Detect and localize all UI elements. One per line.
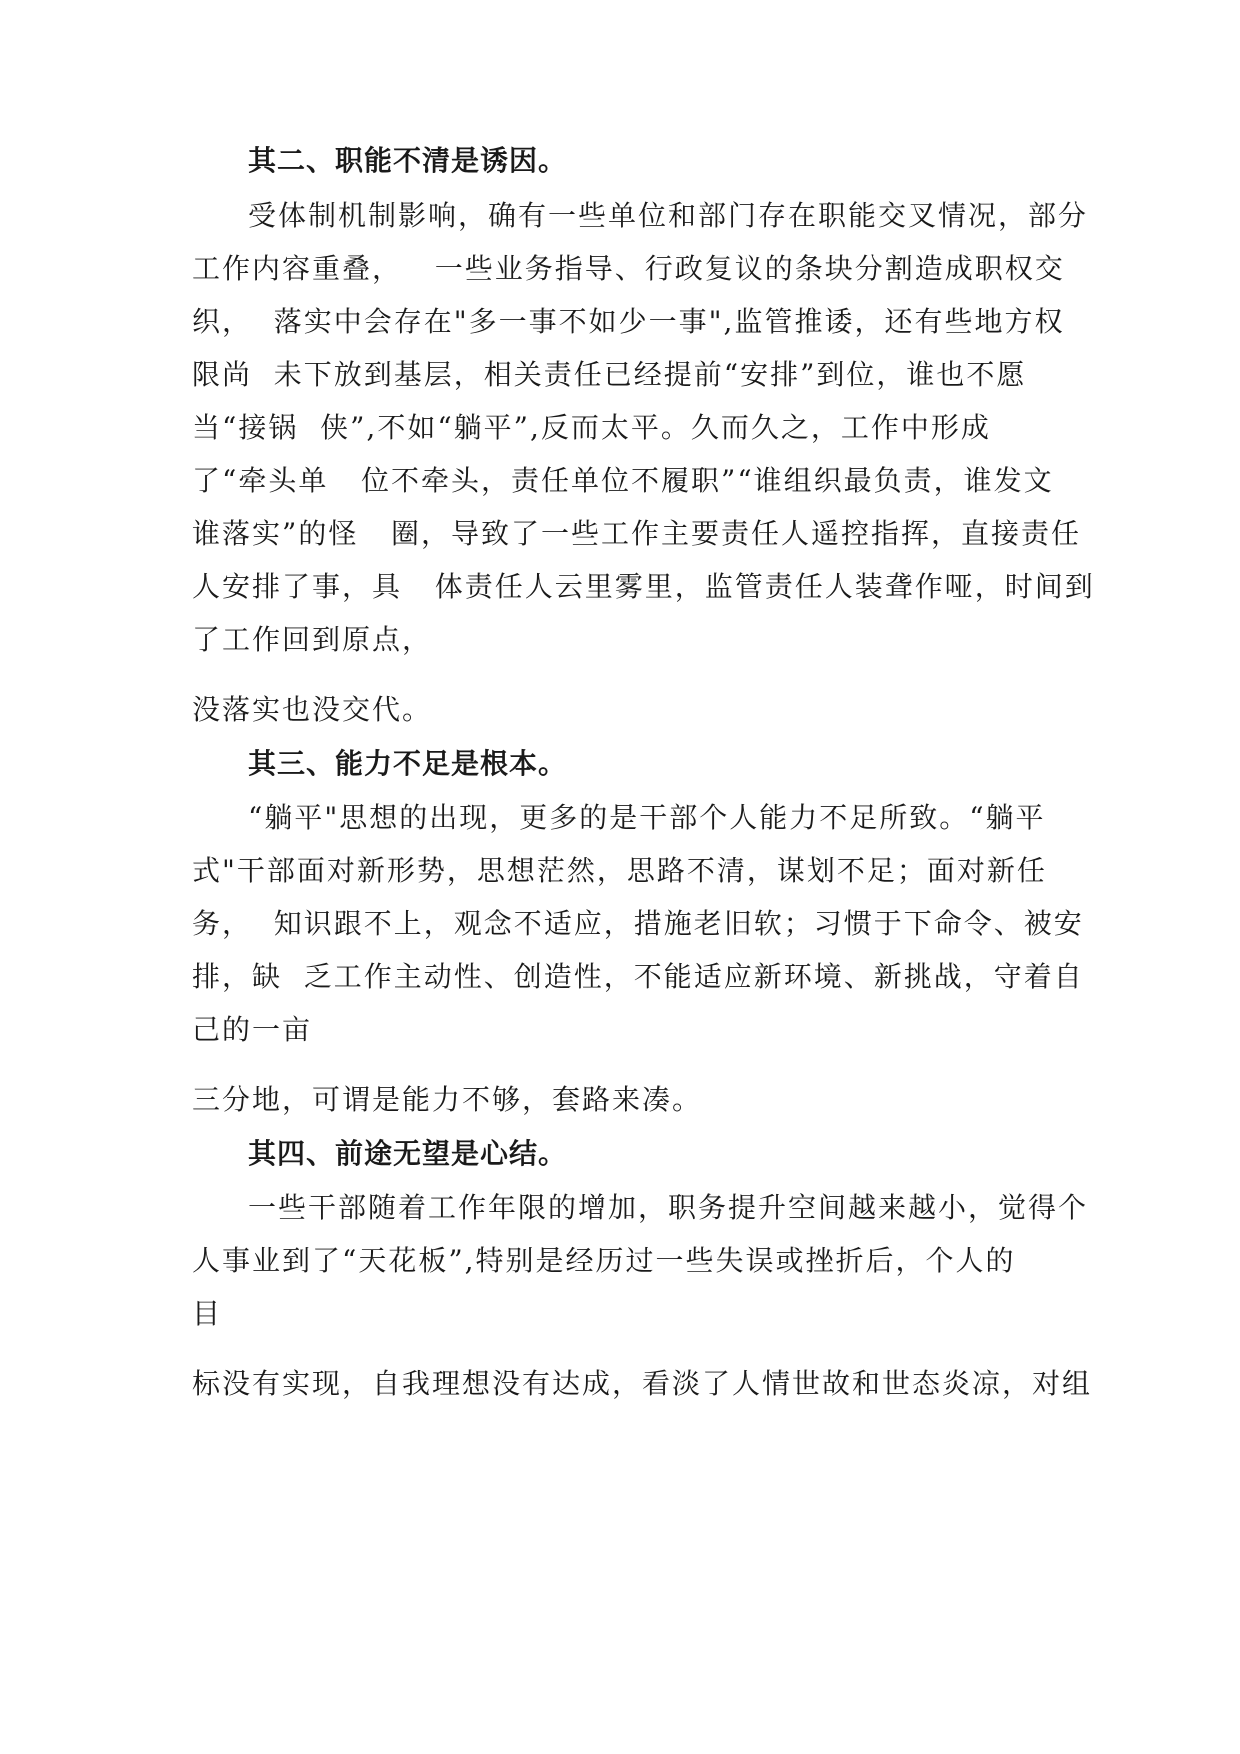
paragraph-line: 工作内容重叠， 一些业务指导、行政复议的条块分割造成职权交 — [192, 252, 1065, 285]
paragraph-line: 织， 落实中会存在"多一事不如少一事",监管推诿，还有些地方权 — [192, 305, 1065, 338]
section-heading-4: 其四、前途无望是心结。 — [248, 1137, 568, 1170]
paragraph-line: 了“牵头单 位不牵头，责任单位不履职”“谁组织最负责，谁发文 — [192, 464, 1054, 497]
paragraph-line: 己的一亩 — [192, 1013, 313, 1046]
paragraph-line: 受体制机制影响，确有一些单位和部门存在职能交叉情况，部分 — [248, 199, 1089, 232]
paragraph-line: 谁落实”的怪 圈，导致了一些工作主要责任人遥控指挥，直接责任 — [192, 517, 1082, 550]
section-heading-2: 其二、职能不清是诱因。 — [248, 144, 568, 177]
paragraph-line: 了工作回到原点， — [192, 623, 433, 656]
paragraph-line: 当“接锅 侠”,不如“躺平”,反而太平。久而久之，工作中形成 — [192, 411, 991, 444]
paragraph-line: 没落实也没交代。 — [192, 693, 433, 726]
section-heading-3: 其三、能力不足是根本。 — [248, 747, 568, 780]
paragraph-line: 式"干部面对新形势，思想茫然，思路不清，谋划不足；面对新任 — [192, 854, 1047, 887]
paragraph-line: 三分地，可谓是能力不够，套路来凑。 — [192, 1083, 703, 1116]
paragraph-line: 限尚 未下放到基层，相关责任已经提前“安排”到位，谁也不愿 — [192, 358, 1027, 391]
paragraph-line: 目 — [192, 1297, 223, 1330]
paragraph-line: 人安排了事，具 体责任人云里雾里，监管责任人装聋作哑，时间到 — [192, 570, 1095, 603]
paragraph-line: 排，缺 乏工作主动性、创造性，不能适应新环境、新挑战，守着自 — [192, 960, 1084, 993]
paragraph-line: 务， 知识跟不上，观念不适应，措施老旧软；习惯于下命令、被安 — [192, 907, 1084, 940]
paragraph-line: “躺平"思想的出现，更多的是干部个人能力不足所致。“躺平 — [248, 801, 1046, 834]
paragraph-line: 一些干部随着工作年限的增加，职务提升空间越来越小，觉得个 — [248, 1191, 1089, 1224]
paragraph-line: 人事业到了“天花板”,特别是经历过一些失误或挫折后，个人的 — [192, 1244, 1016, 1277]
paragraph-line: 标没有实现，自我理想没有达成，看淡了人情世故和世态炎凉，对组 — [192, 1367, 1093, 1400]
